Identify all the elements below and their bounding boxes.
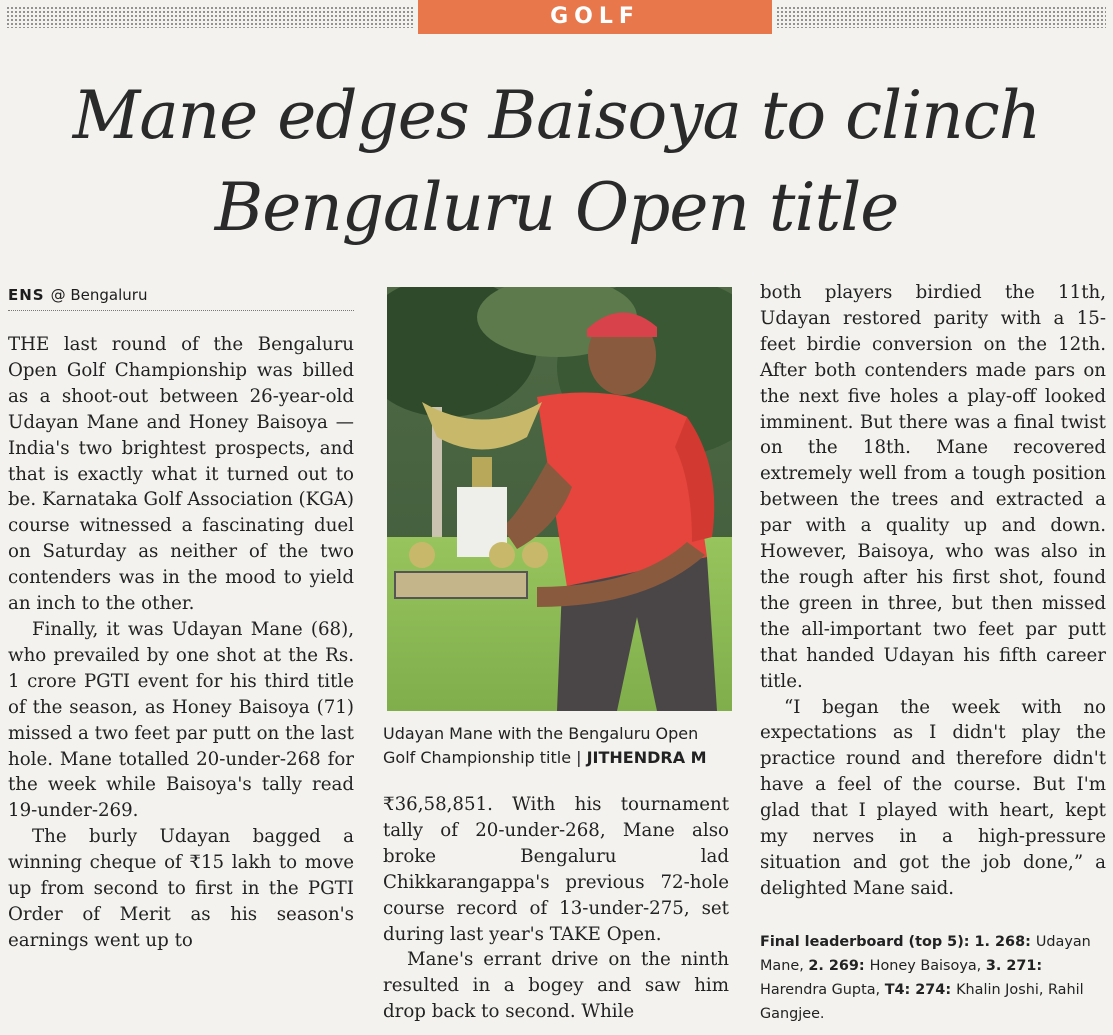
paragraph: both players birdied the 11th, Udayan restored parity with a 15-feet birdie conversion on the 12th. After both contenders made pars on the next five holes a play-off looked imminent. But there was a final twist on the 18th. Mane recovered extremely well from a tough position between the trees and extracted a par with a quality up and down. However, Baisoya, who was also in the rough after his first shot, found the green in three, but then missed the all-important two feet par putt that handed Udayan his fifth career title. <box>760 282 1106 692</box>
paragraph: Finally, it was Udayan Mane (68), who prevailed by one shot at the Rs. 1 crore PGTI event for his third title of the season, as Honey Baisoya (71) missed a two feet par putt on the last hole. Mane totalled 20-under-268 for the week while Baisoya's tally read 19-under-269. <box>8 618 354 822</box>
headline-line-1: Mane edges Baisoya to clinch <box>72 77 1041 154</box>
leaderboard-player: Honey Baisoya, <box>869 958 986 974</box>
caption-text: Udayan Mane with the Bengaluru Open Golf Championship title | <box>383 724 699 767</box>
leaderboard-player: Harendra Gupta, <box>760 982 885 998</box>
leaderboard-rank: T4: 274: <box>884 982 957 998</box>
headline <box>20 70 1093 254</box>
leaderboard-rank: 3. 271: <box>985 958 1043 974</box>
section-tag: GOLF <box>418 0 772 34</box>
photo-caption <box>383 722 729 770</box>
article-column-2 <box>383 792 729 1025</box>
byline-location: @ Bengaluru <box>50 286 148 304</box>
photo-credit: JITHENDRA M <box>586 748 707 767</box>
leaderboard-rank: 2. 269: <box>808 958 870 974</box>
leaderboard-title: Final leaderboard (top 5): <box>760 934 975 950</box>
paragraph: Mane's errant drive on the ninth resulted in a bogey and saw him drop back to second. While <box>383 949 729 1023</box>
leaderboard-rank: 1. 268: <box>974 934 1036 950</box>
paragraph: The burly Udayan bagged a winning cheque of ₹15 lakh to move up from second to first in the PGTI Order of Merit as his season's earnings went up to <box>8 826 354 951</box>
article-column-3 <box>760 280 1106 902</box>
headline-line-2: Bengaluru Open title <box>214 169 899 246</box>
photo-golfer-with-trophy <box>387 287 732 711</box>
leaderboard-player: Khalin Joshi, Rahil Gangjee. <box>760 982 1084 1022</box>
byline-agency: ENS <box>8 286 45 304</box>
article-column-1 <box>8 332 354 954</box>
byline <box>8 286 354 311</box>
header-dotted-rule-right <box>776 6 1106 28</box>
final-leaderboard <box>760 930 1106 1026</box>
header-dotted-rule-left <box>6 6 414 28</box>
leaderboard-player: Udayan Mane, <box>760 934 1091 974</box>
paragraph: ₹36,58,851. With his tournament tally of 20-under-268, Mane also broke Bengaluru lad Chikkarangappa's previous 72-hole course record of 13-under-275, set during last year's TAKE Open. <box>383 794 729 945</box>
paragraph: “I began the week with no expectations as I didn't play the practice round and therefore didn't have a feel of the course. But I'm glad that I played with heart, kept my nerves in a high-pressure situation and got the job done,” a delighted Mane said. <box>760 696 1106 899</box>
paragraph: THE last round of the Bengaluru Open Golf Championship was billed as a shoot-out between 26-year-old Udayan Mane and Honey Baisoya — India's two brightest prospects, and that is exactly what it turned out to be. Karnataka Golf Association (KGA) course witnessed a fascinating duel on Saturday as neither of the two contenders was in the mood to yield an inch to the other. <box>8 334 354 615</box>
